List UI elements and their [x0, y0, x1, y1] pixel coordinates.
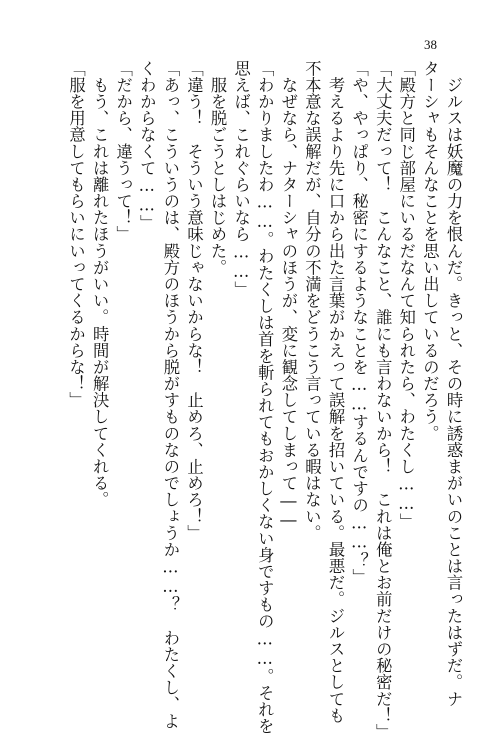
page-number: 38: [424, 37, 437, 52]
text-line: 「大丈夫だって！ こんなこと、誰にも言わないから！ これは俺とお前だけの秘密だ！」: [373, 60, 393, 740]
vertical-text-body: [64, 60, 465, 740]
text-line: 「や、やっぱり、秘密にするようなことを……するんですの……？」: [349, 60, 369, 586]
text-line: もう、これは離れたほうがいい。時間が解決してくれる。: [90, 60, 110, 508]
text-line: くわからなくて……」: [137, 60, 157, 232]
text-line: 服を脱ごうとしはじめた。: [208, 60, 228, 276]
text-line: 「殿方と同じ部屋にいるだなんて知られたら、わたくし……」: [396, 60, 416, 530]
text-line: ターシャもそんなことを思い出しているのだろう。: [420, 60, 440, 442]
text-line: 「わかりましたわ……。わたくしは首を斬られてもおかしくない身ですもの……。それを: [255, 60, 275, 735]
text-line: なぜなら、ナターシャのほうが、変に観念してしまって――: [278, 60, 298, 530]
text-line: 「あっ、こういうのは、殿方のほうから脱がすものなのでしょうか……？ わたくし、よ: [160, 60, 180, 730]
text-line: 不本意な誤解だが、自分の不満をどうこう言っている暇はない。: [302, 60, 322, 542]
text-line: 「服を用意してもらいにいってくるからな！」: [66, 60, 86, 409]
text-line: 考えるより先に口から出た言葉がかえって誤解を招いている。最悪だ。ジルスとしても: [326, 60, 346, 724]
text-line: ジルスは妖魔の力を恨んだ。きっと、その時に誘惑まがいのことは言ったはずだ。ナ: [444, 60, 463, 708]
text-line: 「だから、違うって！」: [113, 60, 133, 243]
text-line: 「違う！ そういう意味じゃないからな！ 止めろ、止めろ！」: [184, 60, 204, 542]
text-line: 思えば、これぐらいなら……」: [231, 60, 251, 298]
